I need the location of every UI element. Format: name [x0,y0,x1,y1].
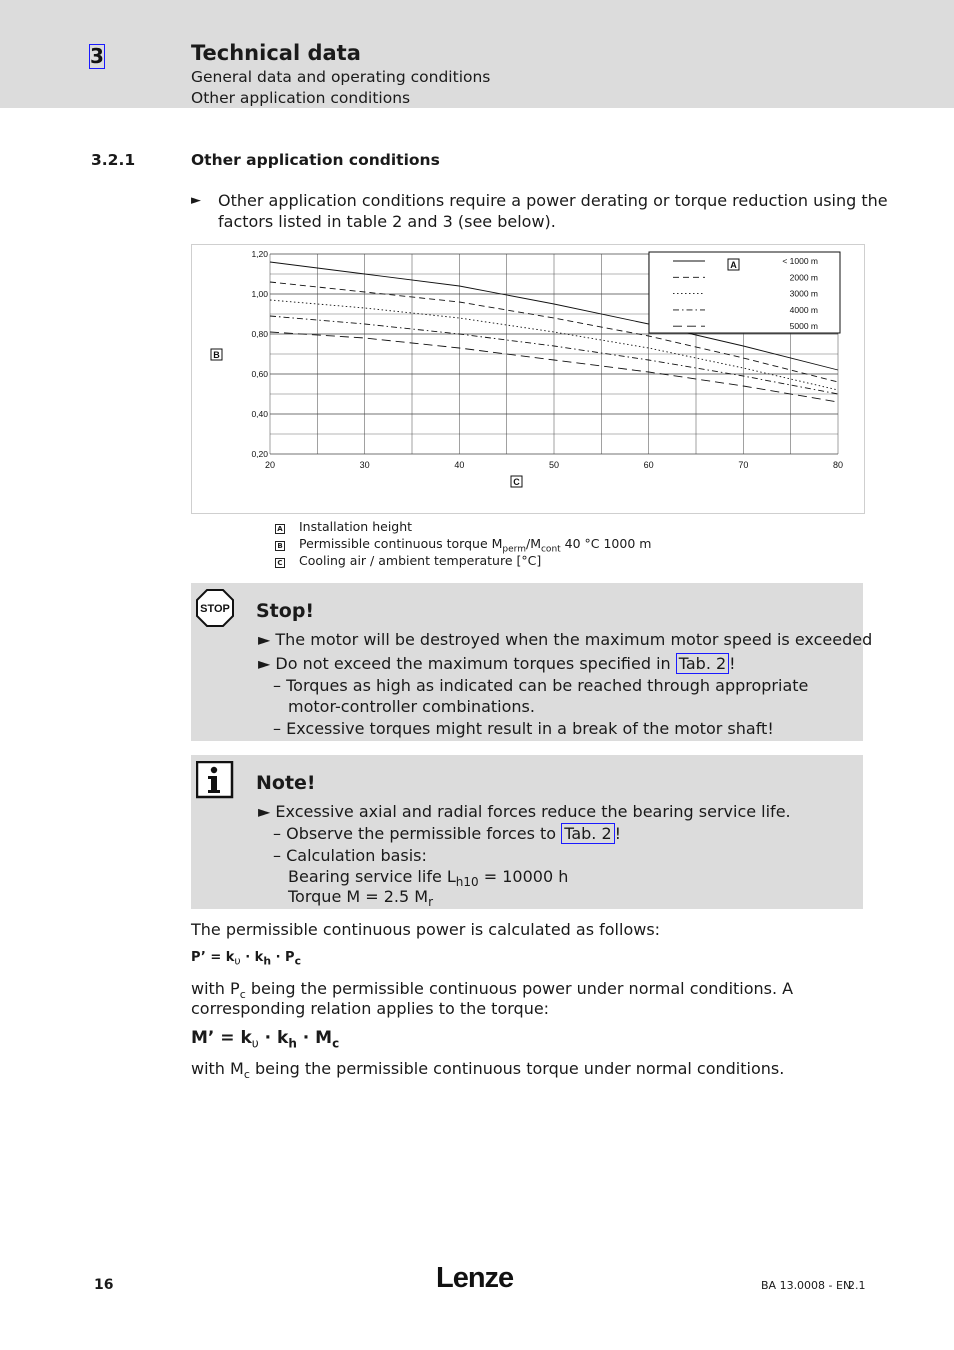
legend-text-c: Cooling air / ambient temperature [°C] [299,553,542,568]
x-tick-label: 50 [548,460,560,470]
page-number: 16 [94,1277,114,1293]
stop-bullet-1: ► The motor will be destroyed when the maximum motor speed is exceeded [258,630,873,649]
legend-text-a: Installation height [299,519,413,534]
chapter-number-link[interactable]: 3 [90,44,104,68]
lenze-logo: Lenze [436,1262,514,1294]
intro-line-1: Other application conditions require a power derating or torque reduction using the [218,191,888,210]
power-explanation: with $P_c$ being the permissible continuous power under normal conditions. A [191,979,794,1002]
legend-label: 4000 m [789,304,818,315]
note-dash-2: – Calculation basis: [273,846,427,865]
legend-label: < 1000 m [782,256,818,266]
doc-version: 2.1 [848,1279,866,1292]
stop-dash-1: – Torques as high as indicated can be reached through appropriate [273,676,809,695]
tab2-link-note[interactable]: Tab. 2 [561,823,614,844]
header-subtitle-2: Other application conditions [191,89,411,107]
svg-text:STOP: STOP [200,603,230,615]
legend-label: 5000 m [789,321,818,332]
legend-row-b [275,536,652,555]
chart-legend [649,252,840,333]
x-axis-marker [511,476,522,487]
y-tick-label: 0,40 [251,409,268,419]
header-subtitle-1: General data and operating conditions [191,68,491,86]
legend-key-b: B [275,541,285,551]
y-axis-marker [211,349,222,360]
legend-label: 3000 m [789,288,818,299]
y-tick-label: 1,20 [251,249,268,259]
page-header [0,0,954,108]
y-tick-label: 1,00 [251,289,268,299]
x-tick-label: 80 [832,460,844,470]
legend-row-c [275,553,542,568]
stop-icon [196,589,234,627]
tab2-link[interactable]: Tab. 2 [676,653,729,674]
torque-formula: M’ = $k_\upsilon \cdot k_h \cdot M_c$ [191,1028,340,1051]
derating-chart [191,244,863,512]
x-axis-marker-text: C [513,477,520,487]
legend-row-a [275,519,413,534]
section-title: Other application conditions [191,151,440,169]
note-title: Note! [256,772,316,794]
y-axis-marker-text: B [213,350,220,360]
legend-title: A [730,260,737,270]
y-tick-label: 0,60 [251,369,268,379]
legend-label: 2000 m [789,272,818,283]
y-tick-label: 0,20 [251,449,268,459]
note-bullet-1: ► Excessive axial and radial forces reduce the bearing service life. [258,802,791,821]
torque-explanation: with $M_c$ being the permissible continuous torque under normal conditions. [191,1059,785,1082]
legend-key-a: A [275,524,285,534]
x-tick-label: 20 [264,460,276,470]
note-torque: Torque M = 2.5 $M_r$ [288,887,434,910]
note-dash-1: – Observe the permissible forces to Tab. 2 ! [273,824,622,843]
stop-bullet-2: ► Do not exceed the maximum torques specified in Tab. 2 ! [258,654,736,673]
info-icon [196,761,234,799]
page-title: Technical data [191,41,361,65]
x-tick-label: 30 [359,460,370,470]
doc-number: BA 13.0008 - EN [761,1279,852,1292]
x-tick-label: 60 [643,460,654,470]
stop-dash-2: – Excessive torques might result in a break of the motor shaft! [273,719,774,738]
legend-key-c: C [275,558,285,568]
section-number: 3.2.1 [91,151,136,169]
y-tick-label: 0,80 [251,329,268,339]
x-tick-label: 40 [454,460,465,470]
stop-dash-1-cont: motor-controller combinations. [288,697,535,716]
power-intro: The permissible continuous power is calculated as follows: [191,920,661,939]
bullet-arrow: ► [191,193,201,208]
note-bearing-life: Bearing service life $L_{h10} = 10000$ h [288,867,569,890]
x-tick-label: 70 [738,460,749,470]
stop-title: Stop! [256,600,315,622]
power-explanation-line2: corresponding relation applies to the torque: [191,999,550,1018]
intro-line-2: factors listed in table 2 and 3 (see below). [218,212,556,231]
legend-text-b: Permissible continuous torque $M_{perm}/M_{cont}$ 40 °C 1000 m [299,536,652,555]
power-formula: P’ = $k_\upsilon \cdot k_h \cdot P_c$ [191,950,301,968]
